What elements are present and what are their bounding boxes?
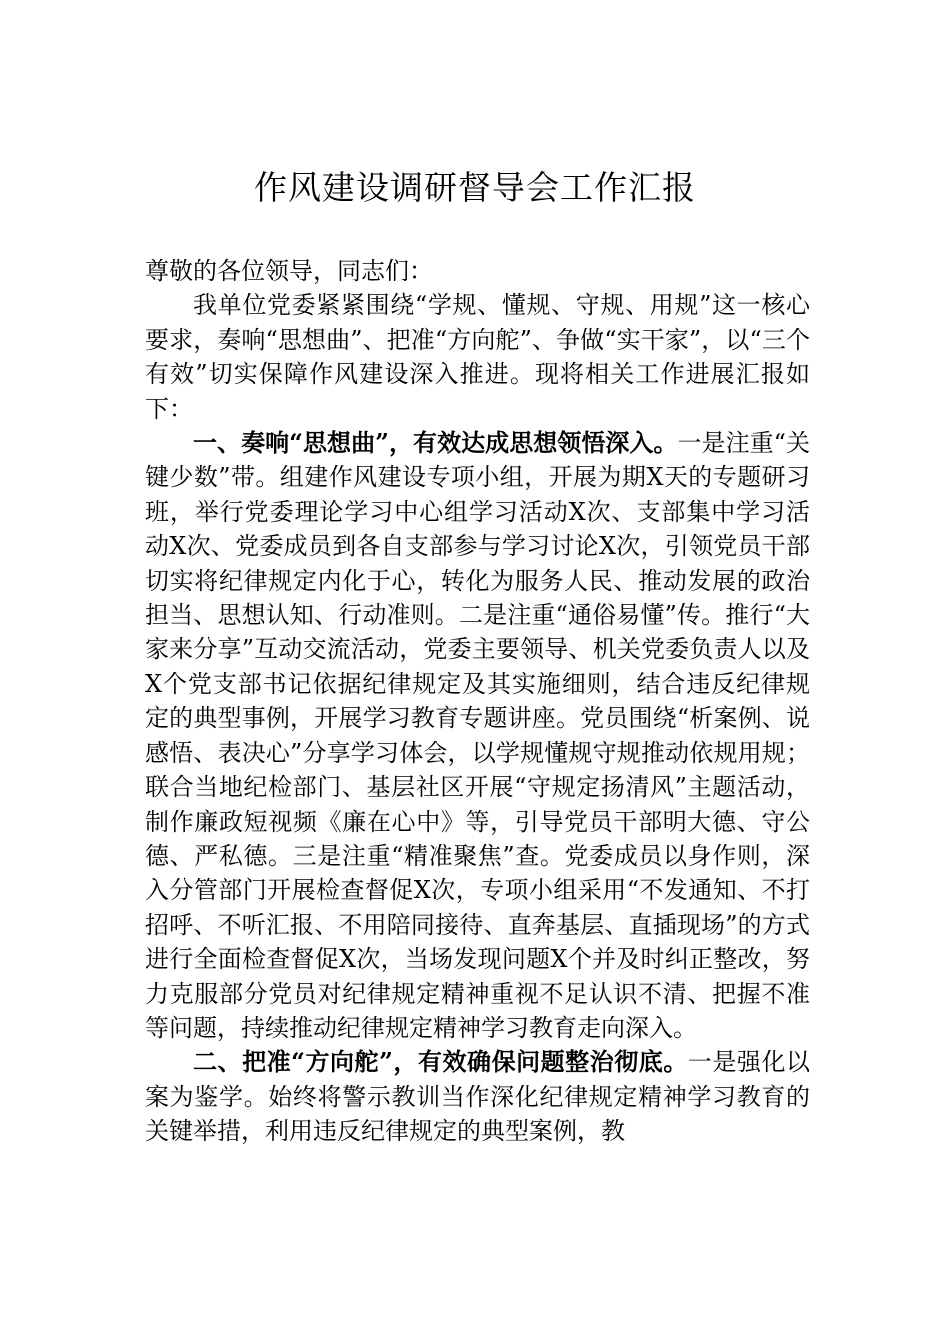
section-2-paragraph: [145, 1045, 810, 1148]
section-2-heading: 二、把准“方向舵”，有效确保问题整治彻底。: [193, 1047, 688, 1077]
document-title: 作风建设调研督导会工作汇报: [254, 168, 696, 207]
section-1-heading: 一、奏响“思想曲”，有效达成思想领悟深入。: [193, 428, 678, 458]
document-body: [145, 254, 810, 1149]
section-1-body: 一是注重“关键少数”带。组建作风建设专项小组，开展为期X天的专题研习班，举行党委理论学习中心组学习活动X次、支部集中学习活动X次、党委成员到各自支部参与学习讨论X次，引领党员干部切实将纪律规定内化于心，转化为服务人民、推动发展的政治担当、思想认知、行动准则。二是注重“通俗易懂”传。推行“大家来分享”互动交流活动，党委主要领导、机关党委负责人以及X个党支部书记依据纪律规定及其实施细则，结合违反纪律规定的典型事例，开展学习教育专题讲座。党员围绕“析案例、说感悟、表决心”分享学习体会，以学规懂规守规推动依规用规；联合当地纪检部门、基层社区开展“守规定扬清风”主题活动，制作廉政短视频《廉在心中》等，引导党员干部明大德、守公德、严私德。三是注重“精准聚焦”查。党委成员以身作则，深入分管部门开展检查督促X次，专项小组采用“不发通知、不打招呼、不听汇报、不用陪同接待、直奔基层、直插现场”的方式进行全面检查督促X次，当场发现问题X个并及时纠正整改，努力克服部分党员对纪律规定精神重视不足认识不清、把握不准等问题，持续推动纪律规定精神学习教育走向深入。: [145, 429, 810, 1042]
salutation: 尊敬的各位领导，同志们：: [145, 257, 433, 285]
section-1-paragraph: [145, 426, 810, 1045]
section-2-body: 一是强化以案为鉴学。始终将警示教训当作深化纪律规定精神学习教育的关键举措，利用违反纪律规定的典型案例，教: [145, 1048, 811, 1146]
intro-paragraph: 我单位党委紧紧围绕“学规、懂规、守规、用规”这一核心要求，奏响“思想曲”、把准“方向舵”、争做“实干家”，以“三个有效”切实保障作风建设深入推进。现将相关工作进展汇报如下：: [145, 291, 810, 423]
